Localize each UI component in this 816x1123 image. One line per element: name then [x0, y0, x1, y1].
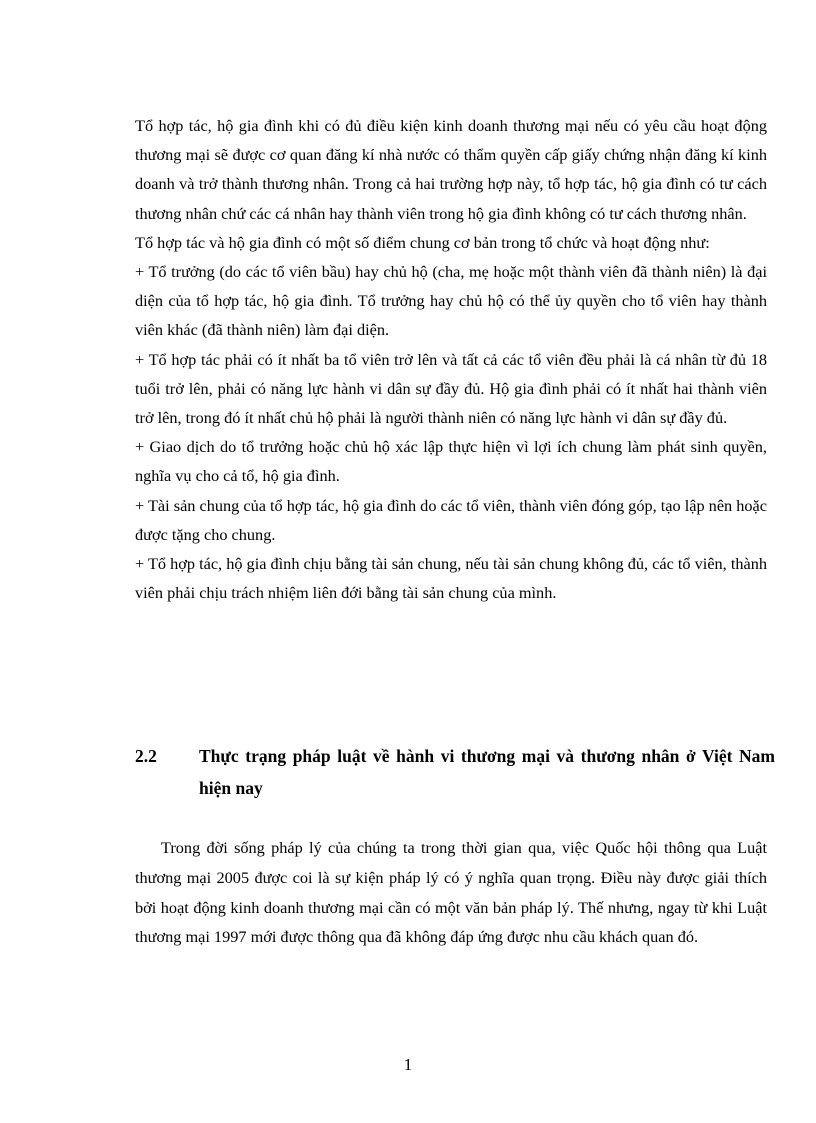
list-item-transactions: + Giao dịch do tổ trưởng hoặc chủ hộ xác lập thực hiện vì lợi ích chung làm phát sinh quyền, nghĩa vụ cho cả tổ, hộ gia đình.	[135, 437, 767, 486]
list-item-liability: + Tổ hợp tác, hộ gia đình chịu bằng tài sản chung, nếu tài sản chung không đủ, các tổ viên, thành viên phải chịu trách nhiệm liên đới bằng tài sản chung của mình.	[135, 554, 767, 603]
section-number: 2.2	[135, 746, 157, 766]
list-item-representative: + Tổ trưởng (do các tổ viên bầu) hay chủ hộ (cha, mẹ hoặc một thành viên đã thành niên) là đại diện của tổ hợp tác, hộ gia đình. Tổ trưởng hay chủ hộ có thể ủy quyền cho tổ viên hay thành viên khác (đã thành niên) làm đại diện.	[135, 262, 767, 340]
paragraph-household-merchant: Tổ hợp tác, hộ gia đình khi có đủ điều kiện kinh doanh thương mại nếu có yêu cầu hoạt động thương mại sẽ được cơ quan đăng kí nhà nước có thẩm quyền cấp giấy chứng nhận đăng kí kinh doanh và trở thành thương nhân. Trong cả hai trường hợp này, tổ hợp tác, hộ gia đình có tư cách thương nhân chứ các cá nhân hay thành viên trong hộ gia đình không có tư cách thương nhân.	[135, 116, 767, 223]
section-body	[135, 833, 767, 952]
section-title: Thực trạng pháp luật về hành vi thương mại và thương nhân ở Việt Nam hiện nay	[199, 746, 775, 798]
page-number: 1	[403, 1055, 413, 1074]
list-item-common-property: + Tài sản chung của tổ hợp tác, hộ gia đình do các tổ viên, thành viên đóng góp, tạo lập nên hoặc được tặng cho chung.	[135, 495, 767, 544]
list-item-membership: + Tổ hợp tác phải có ít nhất ba tổ viên trở lên và tất cả các tổ viên đều phải là cá nhân từ đủ 18 tuổi trở lên, phải có năng lực hành vi dân sự đầy đủ. Hộ gia đình phải có ít nhất hai thành viên trở lên, trong đó ít nhất chủ hộ phải là người thành niên có năng lực hành vi dân sự đầy đủ.	[135, 349, 767, 428]
section-paragraph: Trong đời sống pháp lý của chúng ta trong thời gian qua, việc Quốc hội thông qua Luật thương mại 2005 được coi là sự kiện pháp lý có ý nghĩa quan trọng. Điều này được giải thích bởi hoạt động kinh doanh thương mại cần có một văn bản pháp lý. Thế nhưng, ngay từ khi Luật thương mại 1997 mới được thông qua đã không đáp ứng được nhu cầu khách quan đó.	[135, 838, 767, 947]
paragraph-common-points: Tổ hợp tác và hộ gia đình có một số điểm chung cơ bản trong tổ chức và hoạt động như:	[135, 232, 710, 252]
body-text	[135, 111, 767, 607]
